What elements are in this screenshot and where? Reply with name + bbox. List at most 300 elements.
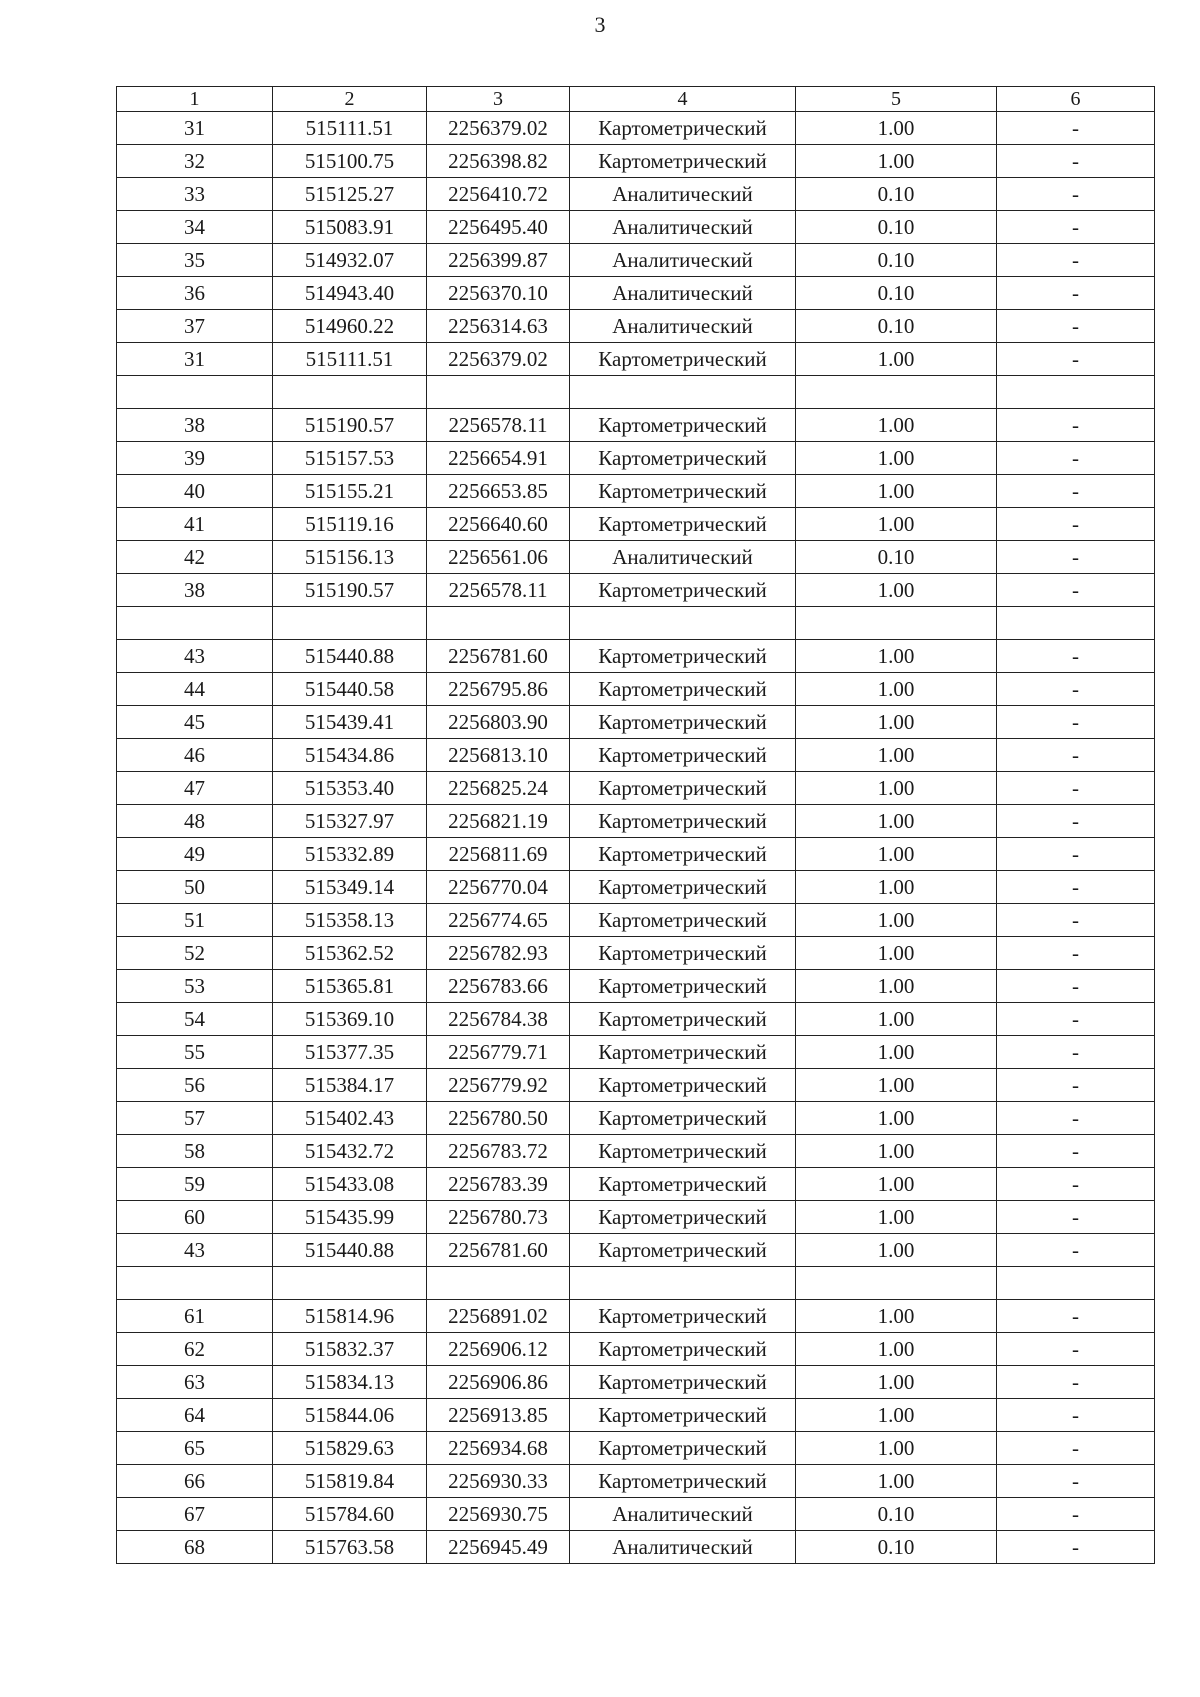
point-number-cell: 60 xyxy=(117,1201,273,1234)
table-row xyxy=(117,112,1155,145)
table-row xyxy=(117,145,1155,178)
description-cell: - xyxy=(997,475,1155,508)
table-row xyxy=(117,1201,1155,1234)
method-cell: Картометрический xyxy=(570,673,796,706)
y-coordinate-cell: 2256654.91 xyxy=(427,442,570,475)
description-cell: - xyxy=(997,805,1155,838)
description-cell: - xyxy=(997,1399,1155,1432)
x-coordinate-cell: 515369.10 xyxy=(273,1003,427,1036)
y-coordinate-cell: 2256906.86 xyxy=(427,1366,570,1399)
table-row xyxy=(117,310,1155,343)
table-row xyxy=(117,640,1155,673)
method-cell: Картометрический xyxy=(570,1036,796,1069)
point-number-cell: 57 xyxy=(117,1102,273,1135)
y-coordinate-cell: 2256783.39 xyxy=(427,1168,570,1201)
description-cell: - xyxy=(997,574,1155,607)
x-coordinate-cell: 515832.37 xyxy=(273,1333,427,1366)
column-header: 2 xyxy=(273,87,427,112)
description-cell: - xyxy=(997,904,1155,937)
accuracy-cell: 1.00 xyxy=(796,1300,997,1333)
table-row xyxy=(117,574,1155,607)
y-coordinate-cell: 2256930.33 xyxy=(427,1465,570,1498)
table-row xyxy=(117,1036,1155,1069)
method-cell: Аналитический xyxy=(570,310,796,343)
column-header: 3 xyxy=(427,87,570,112)
table-separator-row xyxy=(117,376,1155,409)
accuracy-cell: 1.00 xyxy=(796,1036,997,1069)
y-coordinate-cell: 2256891.02 xyxy=(427,1300,570,1333)
accuracy-cell: 1.00 xyxy=(796,904,997,937)
description-cell: - xyxy=(997,1201,1155,1234)
table-row xyxy=(117,442,1155,475)
method-cell: Картометрический xyxy=(570,1465,796,1498)
y-coordinate-cell: 2256781.60 xyxy=(427,1234,570,1267)
table-row xyxy=(117,1531,1155,1564)
method-cell: Картометрический xyxy=(570,1102,796,1135)
description-cell: - xyxy=(997,1531,1155,1564)
accuracy-cell: 1.00 xyxy=(796,739,997,772)
method-cell: Картометрический xyxy=(570,574,796,607)
table-row xyxy=(117,1102,1155,1135)
method-cell: Аналитический xyxy=(570,178,796,211)
description-cell: - xyxy=(997,112,1155,145)
table-row xyxy=(117,871,1155,904)
table-row xyxy=(117,1168,1155,1201)
y-coordinate-cell: 2256774.65 xyxy=(427,904,570,937)
x-coordinate-cell: 515353.40 xyxy=(273,772,427,805)
method-cell: Картометрический xyxy=(570,838,796,871)
method-cell xyxy=(570,607,796,640)
point-number-cell: 36 xyxy=(117,277,273,310)
point-number-cell: 59 xyxy=(117,1168,273,1201)
point-number-cell: 46 xyxy=(117,739,273,772)
accuracy-cell: 0.10 xyxy=(796,178,997,211)
y-coordinate-cell: 2256803.90 xyxy=(427,706,570,739)
x-coordinate-cell: 515362.52 xyxy=(273,937,427,970)
point-number-cell: 38 xyxy=(117,574,273,607)
table-row xyxy=(117,739,1155,772)
table-row xyxy=(117,541,1155,574)
x-coordinate-cell: 515829.63 xyxy=(273,1432,427,1465)
method-cell: Картометрический xyxy=(570,1399,796,1432)
point-number-cell: 55 xyxy=(117,1036,273,1069)
table-row xyxy=(117,805,1155,838)
point-number-cell: 64 xyxy=(117,1399,273,1432)
table-row xyxy=(117,970,1155,1003)
description-cell: - xyxy=(997,442,1155,475)
method-cell: Картометрический xyxy=(570,904,796,937)
y-coordinate-cell: 2256640.60 xyxy=(427,508,570,541)
accuracy-cell: 1.00 xyxy=(796,409,997,442)
y-coordinate-cell: 2256821.19 xyxy=(427,805,570,838)
accuracy-cell: 1.00 xyxy=(796,1333,997,1366)
point-number-cell: 41 xyxy=(117,508,273,541)
accuracy-cell: 0.10 xyxy=(796,277,997,310)
x-coordinate-cell: 515434.86 xyxy=(273,739,427,772)
method-cell: Аналитический xyxy=(570,1531,796,1564)
accuracy-cell: 1.00 xyxy=(796,772,997,805)
method-cell: Картометрический xyxy=(570,706,796,739)
x-coordinate-cell: 515125.27 xyxy=(273,178,427,211)
table-row xyxy=(117,706,1155,739)
table-row xyxy=(117,1300,1155,1333)
accuracy-cell: 1.00 xyxy=(796,442,997,475)
y-coordinate-cell: 2256495.40 xyxy=(427,211,570,244)
y-coordinate-cell: 2256770.04 xyxy=(427,871,570,904)
y-coordinate-cell: 2256578.11 xyxy=(427,409,570,442)
table-row xyxy=(117,1366,1155,1399)
accuracy-cell xyxy=(796,607,997,640)
y-coordinate-cell: 2256370.10 xyxy=(427,277,570,310)
x-coordinate-cell: 515327.97 xyxy=(273,805,427,838)
x-coordinate-cell: 515190.57 xyxy=(273,409,427,442)
description-cell: - xyxy=(997,1003,1155,1036)
x-coordinate-cell: 515111.51 xyxy=(273,112,427,145)
point-number-cell: 53 xyxy=(117,970,273,1003)
accuracy-cell: 1.00 xyxy=(796,970,997,1003)
y-coordinate-cell: 2256399.87 xyxy=(427,244,570,277)
accuracy-cell: 1.00 xyxy=(796,838,997,871)
description-cell: - xyxy=(997,673,1155,706)
point-number-cell: 65 xyxy=(117,1432,273,1465)
accuracy-cell: 1.00 xyxy=(796,1135,997,1168)
y-coordinate-cell: 2256930.75 xyxy=(427,1498,570,1531)
description-cell: - xyxy=(997,640,1155,673)
coordinates-table xyxy=(116,86,1155,1564)
accuracy-cell: 1.00 xyxy=(796,1432,997,1465)
x-coordinate-cell: 515819.84 xyxy=(273,1465,427,1498)
table-row xyxy=(117,475,1155,508)
point-number-cell: 62 xyxy=(117,1333,273,1366)
accuracy-cell: 1.00 xyxy=(796,673,997,706)
y-coordinate-cell: 2256379.02 xyxy=(427,112,570,145)
x-coordinate-cell: 515402.43 xyxy=(273,1102,427,1135)
table-row xyxy=(117,1399,1155,1432)
column-header: 1 xyxy=(117,87,273,112)
accuracy-cell xyxy=(796,376,997,409)
description-cell: - xyxy=(997,1102,1155,1135)
method-cell: Картометрический xyxy=(570,871,796,904)
method-cell: Картометрический xyxy=(570,409,796,442)
y-coordinate-cell xyxy=(427,1267,570,1300)
y-coordinate-cell: 2256780.73 xyxy=(427,1201,570,1234)
x-coordinate-cell: 515440.88 xyxy=(273,640,427,673)
page-number: 3 xyxy=(594,12,606,37)
y-coordinate-cell xyxy=(427,607,570,640)
table-row xyxy=(117,211,1155,244)
accuracy-cell: 1.00 xyxy=(796,343,997,376)
method-cell: Аналитический xyxy=(570,277,796,310)
method-cell: Аналитический xyxy=(570,211,796,244)
accuracy-cell: 1.00 xyxy=(796,475,997,508)
description-cell: - xyxy=(997,772,1155,805)
table-row xyxy=(117,1135,1155,1168)
description-cell: - xyxy=(997,1300,1155,1333)
accuracy-cell: 1.00 xyxy=(796,1465,997,1498)
description-cell xyxy=(997,1267,1155,1300)
accuracy-cell: 1.00 xyxy=(796,574,997,607)
point-number-cell xyxy=(117,376,273,409)
point-number-cell: 37 xyxy=(117,310,273,343)
accuracy-cell: 0.10 xyxy=(796,1531,997,1564)
description-cell: - xyxy=(997,211,1155,244)
method-cell: Картометрический xyxy=(570,145,796,178)
table-row xyxy=(117,244,1155,277)
x-coordinate-cell: 515844.06 xyxy=(273,1399,427,1432)
method-cell: Картометрический xyxy=(570,1201,796,1234)
point-number-cell: 32 xyxy=(117,145,273,178)
y-coordinate-cell: 2256813.10 xyxy=(427,739,570,772)
accuracy-cell: 0.10 xyxy=(796,541,997,574)
accuracy-cell: 0.10 xyxy=(796,310,997,343)
description-cell: - xyxy=(997,1432,1155,1465)
accuracy-cell: 1.00 xyxy=(796,1168,997,1201)
method-cell: Аналитический xyxy=(570,244,796,277)
x-coordinate-cell: 515157.53 xyxy=(273,442,427,475)
accuracy-cell: 1.00 xyxy=(796,640,997,673)
x-coordinate-cell: 515155.21 xyxy=(273,475,427,508)
method-cell: Картометрический xyxy=(570,1333,796,1366)
description-cell: - xyxy=(997,871,1155,904)
y-coordinate-cell xyxy=(427,376,570,409)
description-cell: - xyxy=(997,1234,1155,1267)
description-cell: - xyxy=(997,1333,1155,1366)
point-number-cell: 33 xyxy=(117,178,273,211)
table-row xyxy=(117,904,1155,937)
table-row xyxy=(117,409,1155,442)
description-cell: - xyxy=(997,706,1155,739)
y-coordinate-cell: 2256825.24 xyxy=(427,772,570,805)
x-coordinate-cell: 515190.57 xyxy=(273,574,427,607)
y-coordinate-cell: 2256410.72 xyxy=(427,178,570,211)
description-cell: - xyxy=(997,937,1155,970)
column-header: 5 xyxy=(796,87,997,112)
point-number-cell xyxy=(117,1267,273,1300)
description-cell: - xyxy=(997,310,1155,343)
table-row xyxy=(117,1333,1155,1366)
accuracy-cell: 1.00 xyxy=(796,706,997,739)
method-cell: Картометрический xyxy=(570,112,796,145)
x-coordinate-cell: 515834.13 xyxy=(273,1366,427,1399)
y-coordinate-cell: 2256314.63 xyxy=(427,310,570,343)
description-cell: - xyxy=(997,739,1155,772)
description-cell: - xyxy=(997,277,1155,310)
point-number-cell: 34 xyxy=(117,211,273,244)
table-row xyxy=(117,1234,1155,1267)
description-cell: - xyxy=(997,1168,1155,1201)
point-number-cell: 49 xyxy=(117,838,273,871)
y-coordinate-cell: 2256578.11 xyxy=(427,574,570,607)
accuracy-cell: 1.00 xyxy=(796,508,997,541)
description-cell: - xyxy=(997,541,1155,574)
accuracy-cell: 0.10 xyxy=(796,211,997,244)
point-number-cell: 63 xyxy=(117,1366,273,1399)
table-header-row xyxy=(117,87,1155,112)
y-coordinate-cell: 2256779.71 xyxy=(427,1036,570,1069)
point-number-cell: 48 xyxy=(117,805,273,838)
y-coordinate-cell: 2256783.72 xyxy=(427,1135,570,1168)
description-cell: - xyxy=(997,343,1155,376)
description-cell: - xyxy=(997,1069,1155,1102)
table-row xyxy=(117,277,1155,310)
method-cell: Аналитический xyxy=(570,541,796,574)
method-cell: Картометрический xyxy=(570,1003,796,1036)
accuracy-cell: 1.00 xyxy=(796,1069,997,1102)
y-coordinate-cell: 2256653.85 xyxy=(427,475,570,508)
column-header: 4 xyxy=(570,87,796,112)
method-cell: Картометрический xyxy=(570,508,796,541)
description-cell xyxy=(997,376,1155,409)
accuracy-cell: 1.00 xyxy=(796,805,997,838)
description-cell: - xyxy=(997,838,1155,871)
table-row xyxy=(117,343,1155,376)
point-number-cell: 43 xyxy=(117,1234,273,1267)
y-coordinate-cell: 2256398.82 xyxy=(427,145,570,178)
x-coordinate-cell xyxy=(273,607,427,640)
x-coordinate-cell: 515433.08 xyxy=(273,1168,427,1201)
table-row xyxy=(117,1003,1155,1036)
table-separator-row xyxy=(117,607,1155,640)
method-cell xyxy=(570,376,796,409)
point-number-cell: 42 xyxy=(117,541,273,574)
description-cell: - xyxy=(997,1498,1155,1531)
point-number-cell: 35 xyxy=(117,244,273,277)
accuracy-cell: 1.00 xyxy=(796,871,997,904)
x-coordinate-cell: 515384.17 xyxy=(273,1069,427,1102)
accuracy-cell: 1.00 xyxy=(796,112,997,145)
point-number-cell: 56 xyxy=(117,1069,273,1102)
description-cell: - xyxy=(997,1036,1155,1069)
table-row xyxy=(117,1498,1155,1531)
y-coordinate-cell: 2256795.86 xyxy=(427,673,570,706)
y-coordinate-cell: 2256782.93 xyxy=(427,937,570,970)
x-coordinate-cell: 515763.58 xyxy=(273,1531,427,1564)
description-cell: - xyxy=(997,508,1155,541)
x-coordinate-cell: 515440.88 xyxy=(273,1234,427,1267)
x-coordinate-cell: 515814.96 xyxy=(273,1300,427,1333)
point-number-cell: 51 xyxy=(117,904,273,937)
table-body xyxy=(117,112,1155,1564)
accuracy-cell: 1.00 xyxy=(796,1201,997,1234)
y-coordinate-cell: 2256781.60 xyxy=(427,640,570,673)
method-cell: Картометрический xyxy=(570,1168,796,1201)
point-number-cell: 61 xyxy=(117,1300,273,1333)
x-coordinate-cell: 514960.22 xyxy=(273,310,427,343)
point-number-cell: 31 xyxy=(117,343,273,376)
table-row xyxy=(117,937,1155,970)
method-cell: Картометрический xyxy=(570,805,796,838)
method-cell: Картометрический xyxy=(570,1432,796,1465)
point-number-cell: 67 xyxy=(117,1498,273,1531)
x-coordinate-cell: 515111.51 xyxy=(273,343,427,376)
table-row xyxy=(117,1069,1155,1102)
x-coordinate-cell: 515100.75 xyxy=(273,145,427,178)
accuracy-cell: 1.00 xyxy=(796,1399,997,1432)
method-cell: Аналитический xyxy=(570,1498,796,1531)
x-coordinate-cell: 515432.72 xyxy=(273,1135,427,1168)
x-coordinate-cell: 515358.13 xyxy=(273,904,427,937)
method-cell: Картометрический xyxy=(570,343,796,376)
table-separator-row xyxy=(117,1267,1155,1300)
point-number-cell: 50 xyxy=(117,871,273,904)
x-coordinate-cell: 515377.35 xyxy=(273,1036,427,1069)
x-coordinate-cell: 515365.81 xyxy=(273,970,427,1003)
accuracy-cell: 1.00 xyxy=(796,937,997,970)
x-coordinate-cell: 515332.89 xyxy=(273,838,427,871)
point-number-cell: 45 xyxy=(117,706,273,739)
point-number-cell: 38 xyxy=(117,409,273,442)
x-coordinate-cell xyxy=(273,1267,427,1300)
table-row xyxy=(117,673,1155,706)
method-cell: Картометрический xyxy=(570,937,796,970)
point-number-cell: 39 xyxy=(117,442,273,475)
description-cell: - xyxy=(997,970,1155,1003)
x-coordinate-cell: 514943.40 xyxy=(273,277,427,310)
point-number-cell: 68 xyxy=(117,1531,273,1564)
x-coordinate-cell: 514932.07 xyxy=(273,244,427,277)
point-number-cell: 54 xyxy=(117,1003,273,1036)
point-number-cell: 66 xyxy=(117,1465,273,1498)
x-coordinate-cell: 515435.99 xyxy=(273,1201,427,1234)
method-cell: Картометрический xyxy=(570,475,796,508)
accuracy-cell: 0.10 xyxy=(796,1498,997,1531)
point-number-cell: 40 xyxy=(117,475,273,508)
y-coordinate-cell: 2256780.50 xyxy=(427,1102,570,1135)
x-coordinate-cell: 515349.14 xyxy=(273,871,427,904)
x-coordinate-cell: 515784.60 xyxy=(273,1498,427,1531)
method-cell: Картометрический xyxy=(570,1234,796,1267)
description-cell: - xyxy=(997,409,1155,442)
description-cell: - xyxy=(997,178,1155,211)
y-coordinate-cell: 2256784.38 xyxy=(427,1003,570,1036)
description-cell: - xyxy=(997,145,1155,178)
table-row xyxy=(117,508,1155,541)
point-number-cell: 43 xyxy=(117,640,273,673)
x-coordinate-cell: 515156.13 xyxy=(273,541,427,574)
accuracy-cell: 1.00 xyxy=(796,1102,997,1135)
method-cell: Картометрический xyxy=(570,739,796,772)
x-coordinate-cell: 515439.41 xyxy=(273,706,427,739)
y-coordinate-cell: 2256379.02 xyxy=(427,343,570,376)
column-header: 6 xyxy=(997,87,1155,112)
description-cell: - xyxy=(997,244,1155,277)
table-row xyxy=(117,772,1155,805)
point-number-cell: 58 xyxy=(117,1135,273,1168)
y-coordinate-cell: 2256913.85 xyxy=(427,1399,570,1432)
accuracy-cell: 1.00 xyxy=(796,1366,997,1399)
point-number-cell: 31 xyxy=(117,112,273,145)
point-number-cell: 44 xyxy=(117,673,273,706)
point-number-cell: 52 xyxy=(117,937,273,970)
accuracy-cell: 0.10 xyxy=(796,244,997,277)
method-cell: Картометрический xyxy=(570,1069,796,1102)
accuracy-cell: 1.00 xyxy=(796,1234,997,1267)
method-cell: Картометрический xyxy=(570,1366,796,1399)
x-coordinate-cell: 515440.58 xyxy=(273,673,427,706)
method-cell: Картометрический xyxy=(570,1135,796,1168)
y-coordinate-cell: 2256811.69 xyxy=(427,838,570,871)
y-coordinate-cell: 2256934.68 xyxy=(427,1432,570,1465)
table-row xyxy=(117,1432,1155,1465)
method-cell: Картометрический xyxy=(570,640,796,673)
method-cell: Картометрический xyxy=(570,1300,796,1333)
table-row xyxy=(117,178,1155,211)
description-cell: - xyxy=(997,1465,1155,1498)
accuracy-cell xyxy=(796,1267,997,1300)
method-cell: Картометрический xyxy=(570,442,796,475)
y-coordinate-cell: 2256783.66 xyxy=(427,970,570,1003)
description-cell: - xyxy=(997,1135,1155,1168)
